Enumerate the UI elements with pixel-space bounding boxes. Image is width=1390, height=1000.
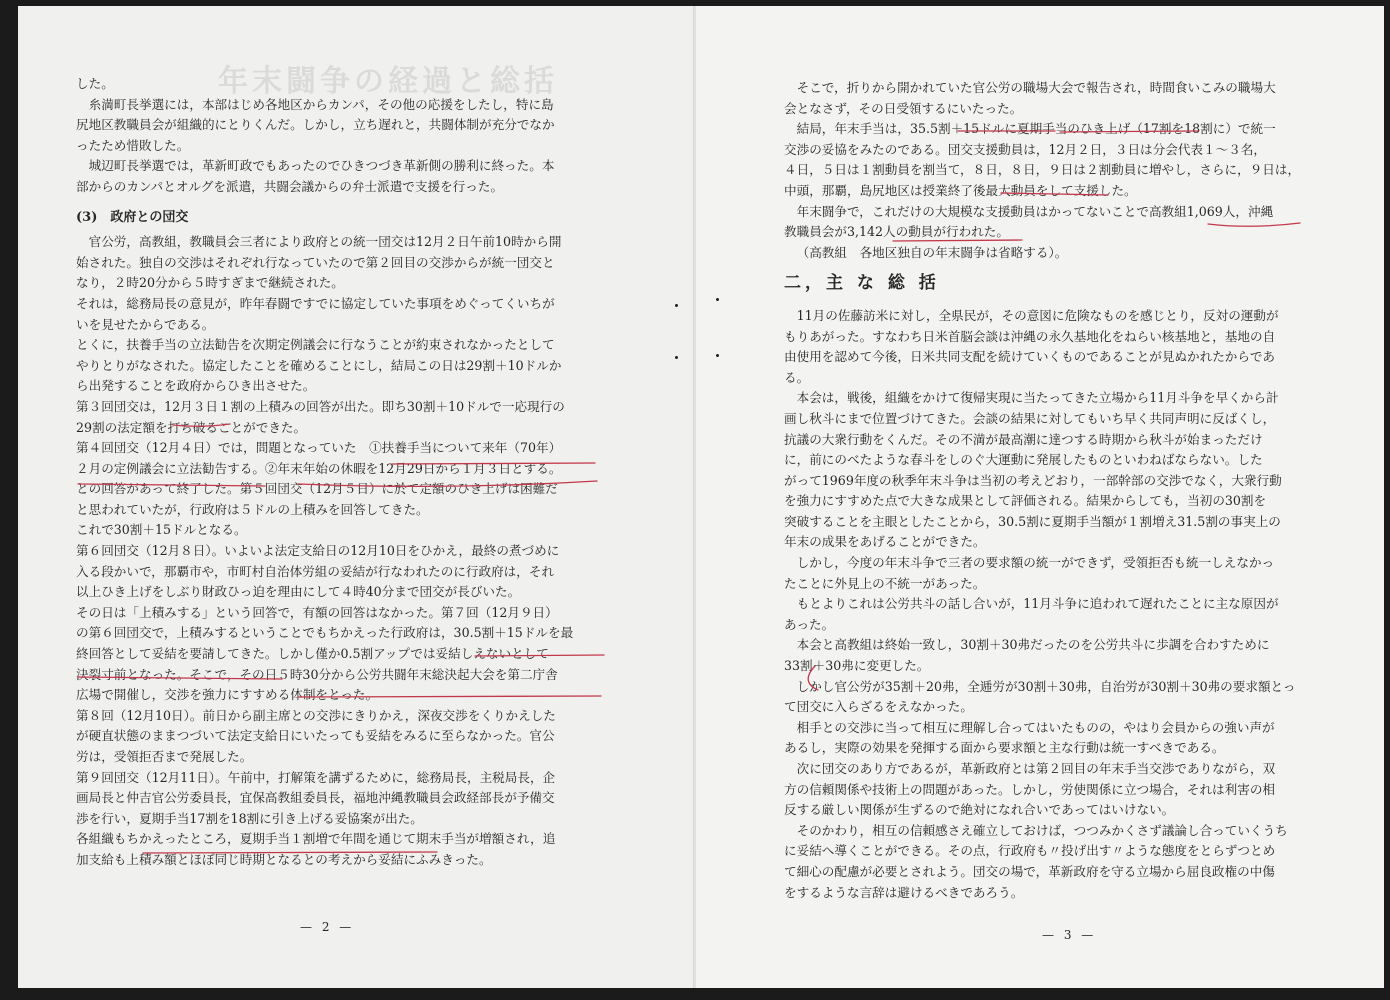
text-line: その日は「上積みする」という回答で，有額の回答はなかった。第７回（12月９日）: [76, 604, 558, 620]
binding-hole: [675, 304, 678, 307]
text-line: 方の信頼関係や技術上の問題があった。しかし，労使関係に立つ場合，それは利害の相: [784, 781, 1276, 797]
text-line: 本会と高教組は終始一致し，30割＋30弗だったのを公労共斗に歩調を合わすために: [796, 637, 1270, 653]
text-line: それは，総務局長の意見が，昨年春闘ですでに協定していた事項をめぐってくいちが: [76, 295, 555, 311]
left-body-text: [76, 74, 676, 871]
text-line: 11月の佐藤訪米に対し，全県民が，その意図に危険なものを感じとり，反対の運動が: [796, 307, 1279, 323]
text-line: 画し秋斗にまで位置づけてきた。会談の結果に対してもいち早く共同声明に反ばくし，: [784, 410, 1276, 426]
binding-hole: [716, 354, 719, 357]
text-line: 第３回団交は，12月３日１割の上積みの回答が出た。即ち30割＋10ドルで一応現行の: [76, 398, 565, 414]
text-line: 決裂寸前となった。そこで，その日５時30分から公労共闘年末総決起大会を第二庁舎: [76, 666, 558, 682]
text-line: 年末闘争で，これだけの大規模な支援動員はかってないことで高教組1,069人，沖縄: [796, 203, 1274, 219]
right-section-a: [784, 78, 1352, 263]
text-line: ２月の定例議会に立法勧告する。②年末年始の休暇を12月29日から１月３日とする。: [76, 460, 562, 476]
section-heading: 二，主 な 総 括: [784, 273, 940, 294]
text-line: たことに外見上の不統一があった。: [784, 575, 986, 591]
text-line: 第４回団交（12月４日）では，問題となっていた ①扶養手当について来年（70年）: [76, 440, 562, 456]
page-number-left: — 2 —: [300, 920, 355, 934]
text-line: の第６回団交で，上積みするということでもちかえった行政府は，30.5割＋15ドルを最: [76, 625, 574, 641]
text-line: 第９回団交（12月11日）。午前中，打解策を講ずるために，総務局長，主税局長，企: [76, 769, 556, 785]
text-line: 本会は，戦後，組織をかけて復帰実現に当たってきた立場から11月斗争を早くから計: [796, 390, 1279, 406]
text-line: 抗議の大衆行動をくんだ。その不満が最高潮に達つする時期から秋斗が始まっただけ: [784, 431, 1263, 447]
text-line: (3) 政府との団交: [76, 209, 189, 225]
text-line: て団交に入らざるをえなかった。: [784, 699, 973, 715]
binding-hole: [675, 356, 678, 359]
text-line: しかし，今度の年末斗争で三者の要求額の統一ができず，受領拒否も統一しえなかっ: [796, 555, 1275, 571]
bleed-through-text: [168, 40, 172, 55]
text-line: これで30割＋15ドルとなる。: [76, 522, 247, 538]
right-page: [696, 6, 1384, 988]
text-line: る。: [784, 369, 810, 385]
text-line: 加支給も上積み額とほぼ同じ時期となるとの考えから妥結にふみきった。: [76, 851, 492, 867]
bleed-through-title: 年末闘争の経過と総括: [218, 64, 558, 99]
text-line: なり，２時20分から５時すぎまで継続された。: [76, 275, 344, 291]
text-line: 由使用を認めて今後，日米共同支配を続けていくものであることが見ぬかれたからであ: [784, 349, 1276, 365]
text-line: 結局，年末手当は，35.5割＋15ドルに夏期手当のひき上げ（17割を18割に）で統一: [796, 121, 1276, 137]
text-line: 広場で開催し，交渉を強力にすすめる体制をとった。: [76, 687, 379, 703]
text-line: 29割の法定額を打ち破ることができた。: [76, 419, 307, 435]
text-line: 以上ひき上げをしぶり財政ひっ迫を理由にして４時40分まで団交が長びいた。: [76, 584, 521, 600]
text-line: 画局長と仲吉官公労委員長，宜保高教組委員長，福地沖縄教職員会政経部長が予備交: [76, 790, 555, 806]
text-line: 糸満町長挙選には，本部はじめ各地区からカンパ，その他の応援をしたし，特に島: [88, 96, 554, 112]
text-line: と思われていたが，行政府は５ドルの上積みを回答してきた。: [76, 501, 429, 517]
text-line: 会となさず，その日受領するにいたった。: [784, 100, 1023, 116]
right-body-text: [784, 78, 1352, 903]
text-line: て細心の配慮が必要とされよう。団交の場で，革新政府を守る立場から屈良政権の中傷: [784, 863, 1275, 879]
text-line: 城辺町長挙選では，革新町政でもあったのでひきつづき革新側の勝利に終った。本: [88, 158, 555, 174]
text-line: 終回答として妥結を要請してきた。しかし僅か0.5割アップでは妥結しえないとして: [76, 646, 549, 662]
text-line: 突破することを主眼としたことから，30.5割に夏期手当額が１割増え31.5割の事実上の: [784, 513, 1281, 529]
text-line: 相手との交渉に当って相互に理解し合ってはいたものの，やはり会員からの強い声が: [796, 719, 1275, 735]
text-line: 次に団交のあり方であるが，革新政府とは第２回目の年末手当交渉でありながら，双: [796, 761, 1276, 776]
text-line: ったため惜敗した。: [76, 137, 190, 153]
text-line: 交渉の妥協をみたのである。団交支援動員は，12月２日，３日は分会代表１～３名，: [784, 141, 1266, 157]
right-section-b: [784, 306, 1352, 903]
text-line: やりとりがなされた。協定したことを確めることにし，結局この日は29割＋10ドルか: [76, 357, 562, 373]
text-line: に妥結へ導くことができる。その点，行政府も〃投げ出す〃ような態度をとらずつとめ: [784, 843, 1276, 859]
text-line: が硬直状態のままつづいて法定支給日にいたっても妥結をみるに至らなかった。官公: [76, 728, 555, 744]
binding-hole: [716, 298, 719, 301]
left-page: [18, 6, 694, 988]
text-line: を強力にすすめた点で大きな成果として評価される。結果からしても，当初の30割を: [784, 493, 1267, 509]
text-line: ４日，５日は１割動員を割当て，８日，８日，９日は２割動員に増やし，さらに，９日は，: [784, 162, 1301, 178]
text-line: 反する厳しい関係が生ずるので絶対になれ合いであってはいけない。: [784, 802, 1175, 818]
text-line: もとよりこれは公労共斗の話し合いが，11月斗争に追われて遅れたことに主な原因が: [796, 596, 1279, 612]
text-line: （高教組 各地区独自の年末闘争は省略する）。: [796, 244, 1068, 260]
text-line: 官公労，高教組，教職員会三者により政府との統一団交は12月２日午前10時から開: [88, 234, 562, 250]
text-line: そのかわり，相互の信頼感さえ確立しておけば，つつみかくさず議論し合っていくうち: [796, 822, 1288, 838]
text-line: した。: [76, 76, 114, 91]
text-line: 33割＋30弗に変更した。: [784, 658, 930, 674]
text-line: 教職員会が3,142人の動員が行われた。: [784, 224, 1009, 240]
text-line: がって1969年度の秋季年末斗争は当初の考えどおり，一部幹部の交渉でなく，大衆行動: [784, 472, 1282, 488]
text-line: 始された。独自の交渉はそれぞれ行なっていたので第２回目の交渉からが統一団交と: [76, 254, 555, 270]
text-line: との回答があって終了した。第５回団交（12月５日）に於て定額のひき上げは困難だ: [76, 481, 558, 497]
text-line: ら出発することを政府からひき出させた。: [76, 378, 316, 394]
text-line: そこで，折りから開かれていた官公労の職場大会で報告され，時間食いこみの職場大: [796, 80, 1276, 95]
page-number-right: — 3 —: [1042, 928, 1097, 942]
text-line: 第６回団交（12月８日）。いよいよ法定支給日の12月10日をひかえ，最終の煮づめに: [76, 543, 560, 559]
text-line: 部からのカンパとオルグを派遣，共闘会議からの弁士派遣で支援を行った。: [76, 178, 504, 194]
text-line: 中頭，那覇，島尻地区は授業終了後最大動員をして支援した。: [784, 182, 1137, 198]
text-line: 年末の成果をあげることができた。: [784, 534, 986, 550]
text-line: もりあがった。すなわち日米首脳会談は沖縄の永久基地化をねらい核基地と，基地の自: [784, 328, 1276, 344]
text-line: 第８回（12月10日）。前日から副主席との交渉にきりかえ，深夜交渉をくりかえした: [76, 707, 556, 723]
text-line: 渉を行い，夏期手当17割を18割に引き上げる妥協案が出た。: [76, 810, 423, 826]
text-line: あるし，実際の効果を発揮する面から要求額と主な行動は統一すべきである。: [784, 740, 1225, 756]
text-line: をするような言辞は避けるべきであろう。: [784, 884, 1024, 900]
text-line: いを見せたからである。: [76, 316, 215, 332]
text-line: 労は，受領拒否まで発展した。: [76, 749, 253, 764]
text-line: に，前にのべたような春斗をしのぐ大運動に発展したものといわねばならない。した: [784, 452, 1263, 468]
text-line: あった。: [784, 616, 835, 632]
text-line: とくに，扶養手当の立法勧告を次期定例議会に行なうことが約束されなかったとして: [76, 337, 555, 353]
text-line: しかし官公労が35割＋20弗，全逓労が30割＋30弗，自治労が30割＋30弗の要求額とっ: [796, 678, 1296, 694]
text-line: 尻地区教職員会が組織的にとりくんだ。しかし，立ち遅れと，共闘体制が充分でなか: [76, 117, 555, 133]
text-line: 入る段かいで，那覇市や，市町村自治体労組の妥結が行なわれたのに行政府は，それ: [76, 563, 555, 579]
text-line: 各組織もちかえったところ，夏期手当１割増で年間を通じて期末手当が増額され，追: [76, 831, 556, 847]
